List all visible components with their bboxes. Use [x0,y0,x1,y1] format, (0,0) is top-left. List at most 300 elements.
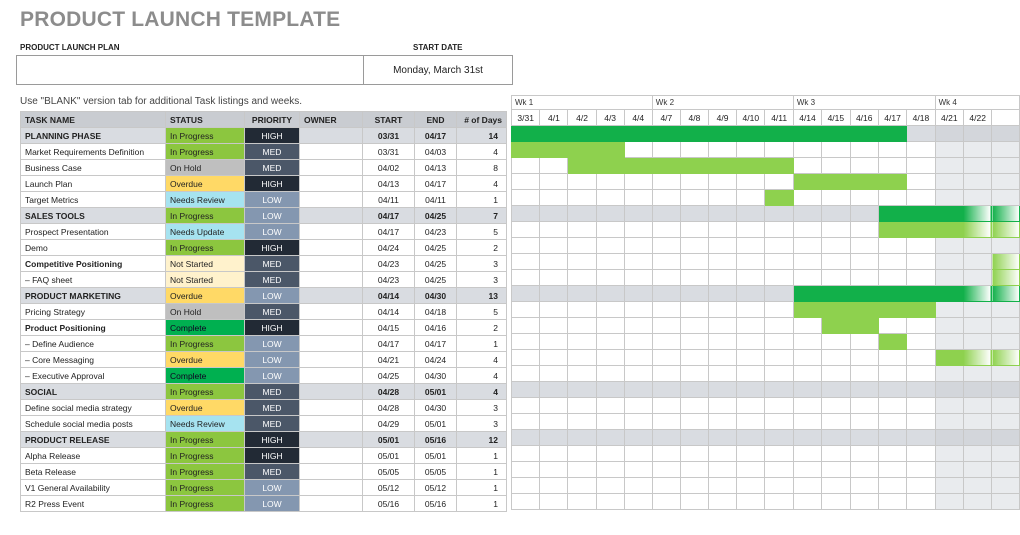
days-cell[interactable]: 4 [457,352,507,368]
task-name-cell[interactable]: Demo [21,240,166,256]
gantt-bar-segment [624,158,652,174]
days-cell[interactable]: 1 [457,336,507,352]
priority-cell[interactable]: LOW [245,368,300,384]
gantt-cell [822,206,850,222]
priority-cell[interactable]: LOW [245,192,300,208]
status-cell[interactable]: Overdue [166,176,245,192]
end-date-cell[interactable]: 04/17 [415,176,457,192]
owner-cell[interactable] [300,352,363,368]
days-cell[interactable]: 14 [457,128,507,144]
priority-cell[interactable]: HIGH [245,448,300,464]
gantt-cell [737,446,765,462]
gantt-row [512,206,1020,222]
gantt-bar-segment [737,158,765,174]
start-date-cell[interactable]: 04/13 [363,176,415,192]
gantt-cell [709,302,737,318]
gantt-cell [935,302,963,318]
days-cell[interactable]: 3 [457,272,507,288]
gantt-cell [709,478,737,494]
gantt-bar-segment [878,174,906,190]
gantt-cell [568,238,596,254]
start-date-cell[interactable]: 04/17 [363,336,415,352]
status-cell[interactable]: Needs Update [166,224,245,240]
status-cell[interactable]: Complete [166,368,245,384]
start-date-cell[interactable]: 05/01 [363,448,415,464]
priority-cell[interactable]: MED [245,304,300,320]
end-date-cell[interactable]: 04/23 [415,224,457,240]
start-date-cell[interactable]: 04/24 [363,240,415,256]
end-date-cell[interactable]: 05/16 [415,496,457,512]
gantt-row [512,126,1020,142]
gantt-cell [992,462,1020,478]
gantt-cell [793,350,821,366]
task-name-cell[interactable]: SOCIAL [21,384,166,400]
end-date-cell[interactable]: 04/17 [415,128,457,144]
gantt-bar-segment [568,126,596,142]
priority-cell[interactable]: HIGH [245,176,300,192]
owner-cell[interactable] [300,448,363,464]
gantt-row [512,462,1020,478]
task-row[interactable] [21,496,507,512]
start-date-cell[interactable]: 04/25 [363,368,415,384]
gantt-cell [568,222,596,238]
gantt-cell [709,350,737,366]
task-name-cell[interactable]: PRODUCT MARKETING [21,288,166,304]
gantt-bar-segment [793,302,821,318]
priority-cell[interactable]: MED [245,256,300,272]
days-cell[interactable]: 1 [457,496,507,512]
gantt-cell [793,158,821,174]
owner-cell[interactable] [300,496,363,512]
owner-cell[interactable] [300,384,363,400]
day-label: 4/22 [963,110,991,126]
owner-cell[interactable] [300,416,363,432]
task-row[interactable] [21,432,507,448]
gantt-cell [596,462,624,478]
status-cell[interactable]: Complete [166,320,245,336]
days-cell[interactable]: 4 [457,368,507,384]
priority-cell[interactable]: LOW [245,288,300,304]
status-cell[interactable]: Needs Review [166,416,245,432]
end-date-cell[interactable]: 04/17 [415,336,457,352]
gantt-cell [963,142,991,158]
gantt-cell [624,414,652,430]
priority-cell[interactable]: MED [245,416,300,432]
start-date-cell[interactable]: 04/28 [363,384,415,400]
start-date-cell[interactable]: 05/05 [363,464,415,480]
day-label: 4/11 [765,110,793,126]
status-cell[interactable]: Not Started [166,256,245,272]
end-date-cell[interactable]: 04/16 [415,320,457,336]
task-name-cell[interactable]: – Core Messaging [21,352,166,368]
status-cell[interactable]: In Progress [166,128,245,144]
gantt-cell [963,174,991,190]
days-cell[interactable]: 3 [457,416,507,432]
start-date-cell[interactable]: 04/21 [363,352,415,368]
status-cell[interactable]: On Hold [166,160,245,176]
gantt-bar-segment [992,222,1020,238]
owner-cell[interactable] [300,144,363,160]
gantt-cell [680,398,708,414]
task-name-cell[interactable]: Prospect Presentation [21,224,166,240]
gantt-cell [935,334,963,350]
gantt-bar-segment [822,126,850,142]
day-label: 4/17 [878,110,906,126]
gantt-cell [596,190,624,206]
status-cell[interactable]: On Hold [166,304,245,320]
gantt-cell [765,478,793,494]
owner-cell[interactable] [300,480,363,496]
owner-cell[interactable] [300,272,363,288]
gantt-cell [907,382,935,398]
days-cell[interactable]: 4 [457,384,507,400]
start-date-cell[interactable]: 04/14 [363,304,415,320]
days-cell[interactable]: 2 [457,240,507,256]
task-name-cell[interactable]: – FAQ sheet [21,272,166,288]
start-date-cell[interactable]: 04/11 [363,192,415,208]
owner-cell[interactable] [300,176,363,192]
days-cell[interactable]: 1 [457,448,507,464]
days-cell[interactable]: 4 [457,144,507,160]
gantt-cell [596,414,624,430]
status-cell[interactable]: Overdue [166,288,245,304]
start-date-cell[interactable]: 04/17 [363,208,415,224]
plan-name-cell[interactable] [16,55,364,85]
gantt-cell [568,254,596,270]
priority-cell[interactable]: LOW [245,208,300,224]
task-row[interactable] [21,192,507,208]
owner-cell[interactable] [300,128,363,144]
gantt-cell [540,414,568,430]
gantt-cell [680,494,708,510]
day-label: 4/10 [737,110,765,126]
gantt-cell [765,318,793,334]
status-cell[interactable]: In Progress [166,144,245,160]
gantt-cell [596,398,624,414]
status-cell[interactable]: In Progress [166,336,245,352]
gantt-cell [596,222,624,238]
priority-cell[interactable]: LOW [245,352,300,368]
day-label: 4/18 [907,110,935,126]
task-name-cell[interactable]: Market Requirements Definition [21,144,166,160]
owner-cell[interactable] [300,432,363,448]
task-row[interactable] [21,256,507,272]
task-name-cell[interactable]: Business Case [21,160,166,176]
gantt-cell [540,206,568,222]
gantt-cell [992,238,1020,254]
priority-cell[interactable]: MED [245,272,300,288]
gantt-cell [512,190,540,206]
gantt-cell [850,158,878,174]
gantt-cell [512,446,540,462]
end-date-cell[interactable]: 05/16 [415,432,457,448]
days-cell[interactable]: 1 [457,192,507,208]
task-row[interactable] [21,240,507,256]
gantt-bar-segment [540,142,568,158]
gantt-cell [907,174,935,190]
task-name-cell[interactable]: Beta Release [21,464,166,480]
gantt-cell [709,254,737,270]
day-label: 4/7 [652,110,680,126]
start-date-cell[interactable]: 05/12 [363,480,415,496]
gantt-bar-segment [512,126,540,142]
status-cell[interactable]: In Progress [166,240,245,256]
days-cell[interactable]: 1 [457,464,507,480]
gantt-cell [512,414,540,430]
gantt-cell [737,206,765,222]
task-name-cell[interactable]: R2 Press Event [21,496,166,512]
gantt-cell [793,206,821,222]
task-name-cell[interactable]: Target Metrics [21,192,166,208]
end-date-cell[interactable]: 04/30 [415,288,457,304]
priority-cell[interactable]: HIGH [245,240,300,256]
gantt-bar-segment [935,206,963,222]
gantt-cell [624,478,652,494]
end-date-cell[interactable]: 04/18 [415,304,457,320]
gantt-cell [596,382,624,398]
status-cell[interactable]: Overdue [166,352,245,368]
gantt-cell [907,142,935,158]
task-name-cell[interactable]: Schedule social media posts [21,416,166,432]
owner-cell[interactable] [300,160,363,176]
start-date-cell[interactable]: 04/15 [363,320,415,336]
task-name-cell[interactable]: Competitive Positioning [21,256,166,272]
status-cell[interactable]: In Progress [166,464,245,480]
start-date-cell[interactable]: 04/23 [363,272,415,288]
gantt-cell [935,494,963,510]
gantt-cell [709,334,737,350]
task-row[interactable] [21,352,507,368]
days-cell[interactable]: 5 [457,224,507,240]
priority-cell[interactable]: HIGH [245,128,300,144]
gantt-cell [907,270,935,286]
task-name-cell[interactable]: Product Positioning [21,320,166,336]
gantt-cell [992,318,1020,334]
gantt-cell [568,430,596,446]
start-date-cell[interactable]: Monday, March 31st [363,55,513,85]
gantt-cell [907,126,935,142]
owner-cell[interactable] [300,256,363,272]
gantt-cell [850,366,878,382]
gantt-cell [793,398,821,414]
owner-cell[interactable] [300,368,363,384]
owner-cell[interactable] [300,192,363,208]
task-row[interactable] [21,448,507,464]
end-date-cell[interactable]: 04/03 [415,144,457,160]
gantt-cell [963,334,991,350]
gantt-cell [822,398,850,414]
end-date-cell[interactable]: 05/12 [415,480,457,496]
end-date-cell[interactable]: 04/25 [415,208,457,224]
task-name-cell[interactable]: – Define Audience [21,336,166,352]
owner-cell[interactable] [300,240,363,256]
priority-cell[interactable]: LOW [245,224,300,240]
status-cell[interactable]: Needs Review [166,192,245,208]
priority-cell[interactable]: HIGH [245,320,300,336]
days-cell[interactable]: 13 [457,288,507,304]
end-date-cell[interactable]: 04/24 [415,352,457,368]
days-cell[interactable]: 3 [457,400,507,416]
start-date-cell[interactable]: 05/01 [363,432,415,448]
priority-cell[interactable]: MED [245,400,300,416]
gantt-cell [737,462,765,478]
start-date-cell[interactable]: 04/23 [363,256,415,272]
priority-cell[interactable]: LOW [245,480,300,496]
days-cell[interactable]: 5 [457,304,507,320]
task-row[interactable] [21,224,507,240]
status-cell[interactable]: Overdue [166,400,245,416]
status-cell[interactable]: In Progress [166,480,245,496]
task-name-cell[interactable]: PRODUCT RELEASE [21,432,166,448]
days-cell[interactable]: 2 [457,320,507,336]
gantt-cell [512,430,540,446]
end-date-cell[interactable]: 05/01 [415,448,457,464]
task-name-cell[interactable]: Launch Plan [21,176,166,192]
task-row[interactable] [21,160,507,176]
task-name-cell[interactable]: Alpha Release [21,448,166,464]
status-cell[interactable]: In Progress [166,448,245,464]
gantt-cell [737,222,765,238]
start-date-cell[interactable]: 05/16 [363,496,415,512]
gantt-cell [568,414,596,430]
days-cell[interactable]: 12 [457,432,507,448]
task-row[interactable] [21,144,507,160]
gantt-cell [512,206,540,222]
start-date-label: START DATE [413,43,463,52]
gantt-cell [765,174,793,190]
start-date-cell[interactable]: 03/31 [363,144,415,160]
gantt-bar-segment [878,302,906,318]
task-row[interactable] [21,320,507,336]
status-cell[interactable]: In Progress [166,384,245,400]
task-row[interactable] [21,400,507,416]
task-name-cell[interactable]: PLANNING PHASE [21,128,166,144]
day-label: 4/14 [793,110,821,126]
priority-cell[interactable]: MED [245,160,300,176]
gantt-bar-segment [765,190,793,206]
status-cell[interactable]: Not Started [166,272,245,288]
task-row[interactable] [21,176,507,192]
days-cell[interactable]: 7 [457,208,507,224]
task-row[interactable] [21,208,507,224]
end-date-cell[interactable]: 04/13 [415,160,457,176]
priority-cell[interactable]: MED [245,384,300,400]
owner-cell[interactable] [300,224,363,240]
owner-cell[interactable] [300,208,363,224]
task-name-cell[interactable]: SALES TOOLS [21,208,166,224]
start-date-cell[interactable]: 04/28 [363,400,415,416]
start-date-cell[interactable]: 04/17 [363,224,415,240]
task-row[interactable] [21,480,507,496]
status-cell[interactable]: In Progress [166,496,245,512]
task-row[interactable] [21,416,507,432]
owner-cell[interactable] [300,288,363,304]
task-row[interactable] [21,368,507,384]
status-cell[interactable]: In Progress [166,208,245,224]
gantt-cell [652,414,680,430]
gantt-cell [963,494,991,510]
gantt-bar-segment [850,302,878,318]
end-date-cell[interactable]: 04/30 [415,400,457,416]
priority-cell[interactable]: MED [245,144,300,160]
gantt-cell [540,430,568,446]
gantt-cell [512,254,540,270]
owner-cell[interactable] [300,320,363,336]
header-start: START [363,112,415,128]
gantt-cell [793,190,821,206]
gantt-cell [568,478,596,494]
start-date-cell[interactable]: 04/29 [363,416,415,432]
status-cell[interactable]: In Progress [166,432,245,448]
task-row[interactable] [21,288,507,304]
end-date-cell[interactable]: 04/30 [415,368,457,384]
end-date-cell[interactable]: 04/11 [415,192,457,208]
gantt-cell [709,238,737,254]
task-row[interactable] [21,128,507,144]
task-row[interactable] [21,464,507,480]
owner-cell[interactable] [300,400,363,416]
gantt-cell [512,494,540,510]
end-date-cell[interactable]: 05/01 [415,384,457,400]
start-date-cell[interactable]: 03/31 [363,128,415,144]
end-date-cell[interactable]: 05/05 [415,464,457,480]
gantt-cell [512,174,540,190]
days-cell[interactable]: 1 [457,480,507,496]
gantt-cell [596,254,624,270]
gantt-cell [765,142,793,158]
gantt-cell [512,382,540,398]
gantt-cell [624,286,652,302]
priority-cell[interactable]: LOW [245,336,300,352]
task-row[interactable] [21,272,507,288]
start-date-cell[interactable]: 04/14 [363,288,415,304]
gantt-cell [878,430,906,446]
gantt-cell [878,462,906,478]
gantt-cell [737,286,765,302]
owner-cell[interactable] [300,464,363,480]
end-date-cell[interactable]: 04/25 [415,272,457,288]
header-end: END [415,112,457,128]
start-date-cell[interactable]: 04/02 [363,160,415,176]
days-cell[interactable]: 4 [457,176,507,192]
end-date-cell[interactable]: 05/01 [415,416,457,432]
task-name-cell[interactable]: V1 General Availability [21,480,166,496]
task-name-cell[interactable]: – Executive Approval [21,368,166,384]
task-name-cell[interactable]: Pricing Strategy [21,304,166,320]
gantt-cell [737,366,765,382]
day-label: 3/31 [512,110,540,126]
end-date-cell[interactable]: 04/25 [415,240,457,256]
priority-cell[interactable]: HIGH [245,432,300,448]
gantt-cell [624,446,652,462]
days-cell[interactable]: 8 [457,160,507,176]
owner-cell[interactable] [300,304,363,320]
priority-cell[interactable]: MED [245,464,300,480]
end-date-cell[interactable]: 04/25 [415,256,457,272]
days-cell[interactable]: 3 [457,256,507,272]
task-name-cell[interactable]: Define social media strategy [21,400,166,416]
gantt-cell [793,494,821,510]
task-row[interactable] [21,336,507,352]
priority-cell[interactable]: LOW [245,496,300,512]
gantt-row [512,302,1020,318]
gantt-cell [992,126,1020,142]
owner-cell[interactable] [300,336,363,352]
task-row[interactable] [21,384,507,400]
task-row[interactable] [21,304,507,320]
gantt-cell [765,270,793,286]
gantt-cell [963,478,991,494]
